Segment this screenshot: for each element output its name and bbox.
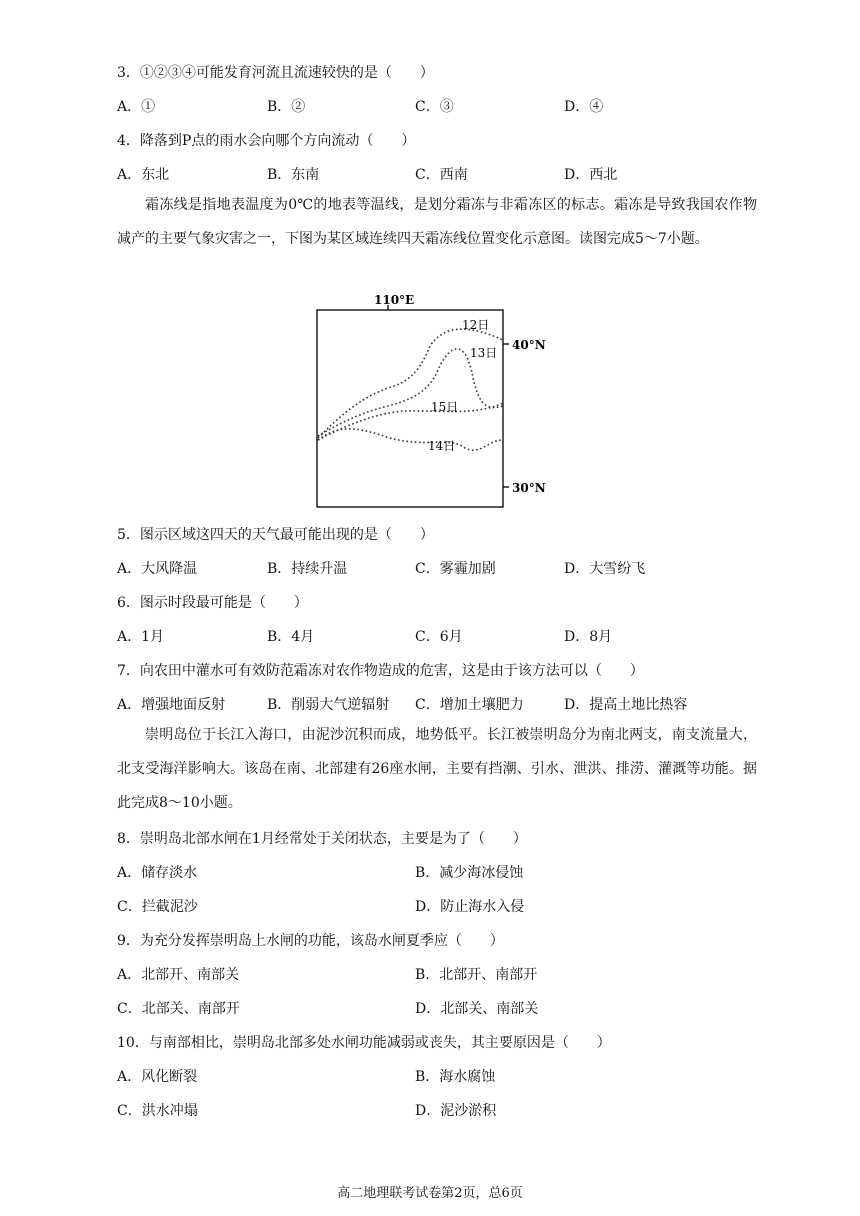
option-d: D．④ xyxy=(564,99,604,115)
option-b: B．东南 xyxy=(267,167,320,183)
question-7-stem: 7．向农田中灌水可有效防范霜冻对农作物造成的危害，这是由于该方法可以（ ） xyxy=(117,663,644,679)
option-d: D．防止海水入侵 xyxy=(415,899,525,915)
frost-line-14 xyxy=(318,429,503,450)
option-b: B．北部开、南部开 xyxy=(415,967,538,983)
option-b: B．减少海冰侵蚀 xyxy=(415,865,524,881)
longitude-label: 110°E xyxy=(374,293,415,307)
question-7-options xyxy=(117,694,757,714)
option-a: A．风化断裂 xyxy=(117,1069,198,1085)
page-footer: 高二地理联考试卷第2页，总6页 xyxy=(337,1186,523,1201)
frost-line-15 xyxy=(318,403,503,440)
option-c: C．北部关、南部开 xyxy=(117,1001,240,1017)
lat-label-top: 40°N xyxy=(512,338,546,352)
passage-text: 崇明岛位于长江入海口，由泥沙沉积而成，地势低平。长江被崇明岛分为南北两支，南支流量大，北支受海洋影响大。该岛在南、北部建有26座水闸，主要有挡潮、引水、泄洪、排涝、灌溉等功能。据此完成8～10小题。 xyxy=(117,727,757,811)
passage-frost-line xyxy=(117,188,757,256)
question-6-stem: 6．图示时段最可能是（ ） xyxy=(117,595,308,611)
option-d: D．大雪纷飞 xyxy=(564,561,646,577)
option-b: B．海水腐蚀 xyxy=(415,1069,496,1085)
frost-line-label-14: 14日 xyxy=(428,439,456,453)
option-b: B．持续升温 xyxy=(267,561,348,577)
option-d: D．泥沙淤积 xyxy=(415,1103,497,1119)
frost-line-label-12: 12日 xyxy=(462,318,490,332)
question-10-stem: 10．与南部相比，崇明岛北部多处水闸功能减弱或丧失，其主要原因是（ ） xyxy=(117,1035,611,1051)
question-10-options-row1 xyxy=(117,1066,757,1086)
map-frame xyxy=(317,310,503,507)
passage-chongming xyxy=(117,718,757,820)
option-c: C．洪水冲塌 xyxy=(117,1103,198,1119)
option-a: A．东北 xyxy=(117,167,170,183)
question-6-options xyxy=(117,626,757,646)
option-d: D．提高土地比热容 xyxy=(564,697,688,713)
option-d: D．8月 xyxy=(564,629,613,645)
option-b: B．4月 xyxy=(267,629,315,645)
option-c: C．6月 xyxy=(415,629,463,645)
option-a: A．① xyxy=(117,99,156,115)
question-5-stem: 5．图示区域这四天的天气最可能出现的是（ ） xyxy=(117,527,434,543)
option-c: C．雾霾加剧 xyxy=(415,561,496,577)
option-b: B．② xyxy=(267,99,306,115)
frost-line-label-13: 13日 xyxy=(470,346,498,360)
question-9-options-row2 xyxy=(117,998,757,1018)
option-c: C．西南 xyxy=(415,167,468,183)
option-c: C．拦截泥沙 xyxy=(117,899,198,915)
option-a: A．增强地面反射 xyxy=(117,697,226,713)
question-9-stem: 9．为充分发挥崇明岛上水闸的功能，该岛水闸夏季应（ ） xyxy=(117,933,504,949)
option-d: D．北部关、南部关 xyxy=(415,1001,539,1017)
question-9-options-row1 xyxy=(117,964,757,984)
passage-text: 霜冻线是指地表温度为0℃的地表等温线，是划分霜冻与非霜冻区的标志。霜冻是导致我国农作物减产的主要气象灾害之一，下图为某区域连续四天霜冻线位置变化示意图。读图完成5～7小题。 xyxy=(117,197,757,247)
question-5-options xyxy=(117,558,757,578)
frost-line-label-15: 15日 xyxy=(431,400,459,414)
option-c: C．③ xyxy=(415,99,454,115)
frost-line-13 xyxy=(318,349,503,436)
frost-line-map xyxy=(300,288,560,513)
option-a: A．北部开、南部关 xyxy=(117,967,240,983)
option-d: D．西北 xyxy=(564,167,618,183)
question-4-stem: 4．降落到P点的雨水会向哪个方向流动（ ） xyxy=(117,133,416,149)
lat-label-bottom: 30°N xyxy=(512,481,546,495)
question-3-options xyxy=(117,96,757,116)
question-3-stem: 3．①②③④可能发育河流且流速较快的是（ ） xyxy=(117,65,434,81)
option-c: C．增加土壤肥力 xyxy=(415,697,524,713)
question-10-options-row2 xyxy=(117,1100,757,1120)
question-8-options-row1 xyxy=(117,862,757,882)
option-a: A．储存淡水 xyxy=(117,865,198,881)
option-a: A．1月 xyxy=(117,629,165,645)
question-8-options-row2 xyxy=(117,896,757,916)
question-8-stem: 8．崇明岛北部水闸在1月经常处于关闭状态，主要是为了（ ） xyxy=(117,831,527,847)
option-a: A．大风降温 xyxy=(117,561,198,577)
option-b: B．削弱大气逆辐射 xyxy=(267,697,390,713)
question-4-options xyxy=(117,164,757,184)
